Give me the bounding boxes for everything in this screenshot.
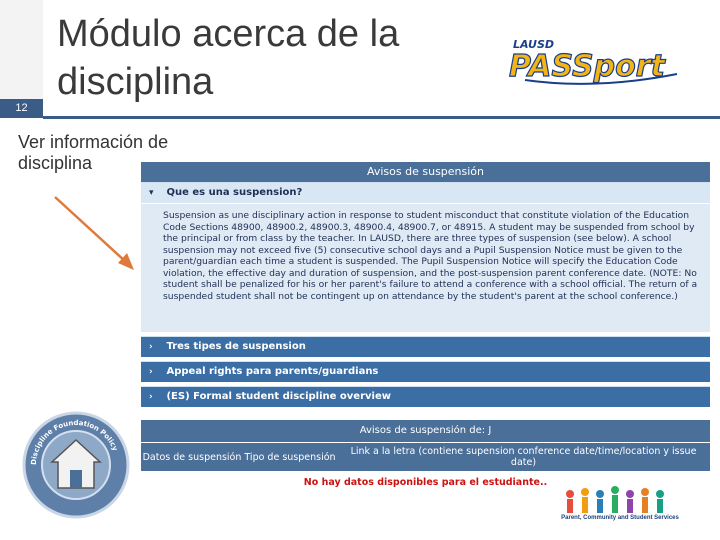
footer-text: Parent, Community and Student Services bbox=[561, 515, 679, 521]
slide-title: Módulo acerca de la disciplina bbox=[57, 13, 400, 103]
accordion-label: Tres tipes de suspension bbox=[166, 341, 306, 352]
chevron-right-icon: › bbox=[149, 342, 153, 352]
chevron-right-icon: › bbox=[149, 392, 153, 402]
chevron-right-icon: › bbox=[149, 367, 153, 377]
slide-subtitle: Ver información de disciplina bbox=[18, 132, 169, 173]
home-icon[interactable] bbox=[22, 410, 130, 520]
table-title: Avisos de suspensión de: J bbox=[141, 420, 710, 442]
slide-number: 12 bbox=[0, 99, 43, 118]
accordion-label: (ES) Formal student discipline overview bbox=[166, 391, 391, 402]
chevron-down-icon: ▾ bbox=[149, 188, 154, 198]
column-header[interactable]: Datos de suspensión bbox=[142, 451, 242, 463]
column-header[interactable]: Link a la letra (contiene supension conference date/time/location y issue date) bbox=[350, 446, 697, 468]
badge-text: Discipline Foundation Policy bbox=[29, 418, 120, 466]
accordion-body-text: Suspension as une disciplinary action in response to student misconduct that constitute violation of the Education Code Sections 48900, 48900.2, 48900.3, 48900.4, 48900.7, or 48915. A student may be suspended from school by the principal or from class by the teacher. In LAUSD, there are three types of suspension (see below). A school suspension may not exceed five (5) consecutive school days and a Pupil Suspension Notice must be given to the parent/guardian each time a student is suspended. The Pupil Suspension Notice will specify the Education Code violation, the effective day and duration of suspension, and the post-suspension parent conference date. (NOTE: No student shall be penalized for his or her parent's failure to attend a conference with a school official. The return of a suspended student shall not be contingent up on attendance by the student's parent at the school conference.) bbox=[141, 203, 710, 332]
panel-header: Avisos de suspensión bbox=[141, 162, 710, 182]
column-header[interactable]: Tipo de suspensión bbox=[244, 451, 336, 463]
logo-small-text: LAUSD bbox=[513, 38, 555, 51]
logo-main-text: PASSport bbox=[509, 49, 665, 84]
accordion-label: Que es una suspension? bbox=[166, 187, 303, 198]
empty-table-message: No hay datos disponibles para el estudiante.. bbox=[303, 477, 548, 488]
accordion-label: Appeal rights para parents/guardians bbox=[166, 366, 379, 377]
